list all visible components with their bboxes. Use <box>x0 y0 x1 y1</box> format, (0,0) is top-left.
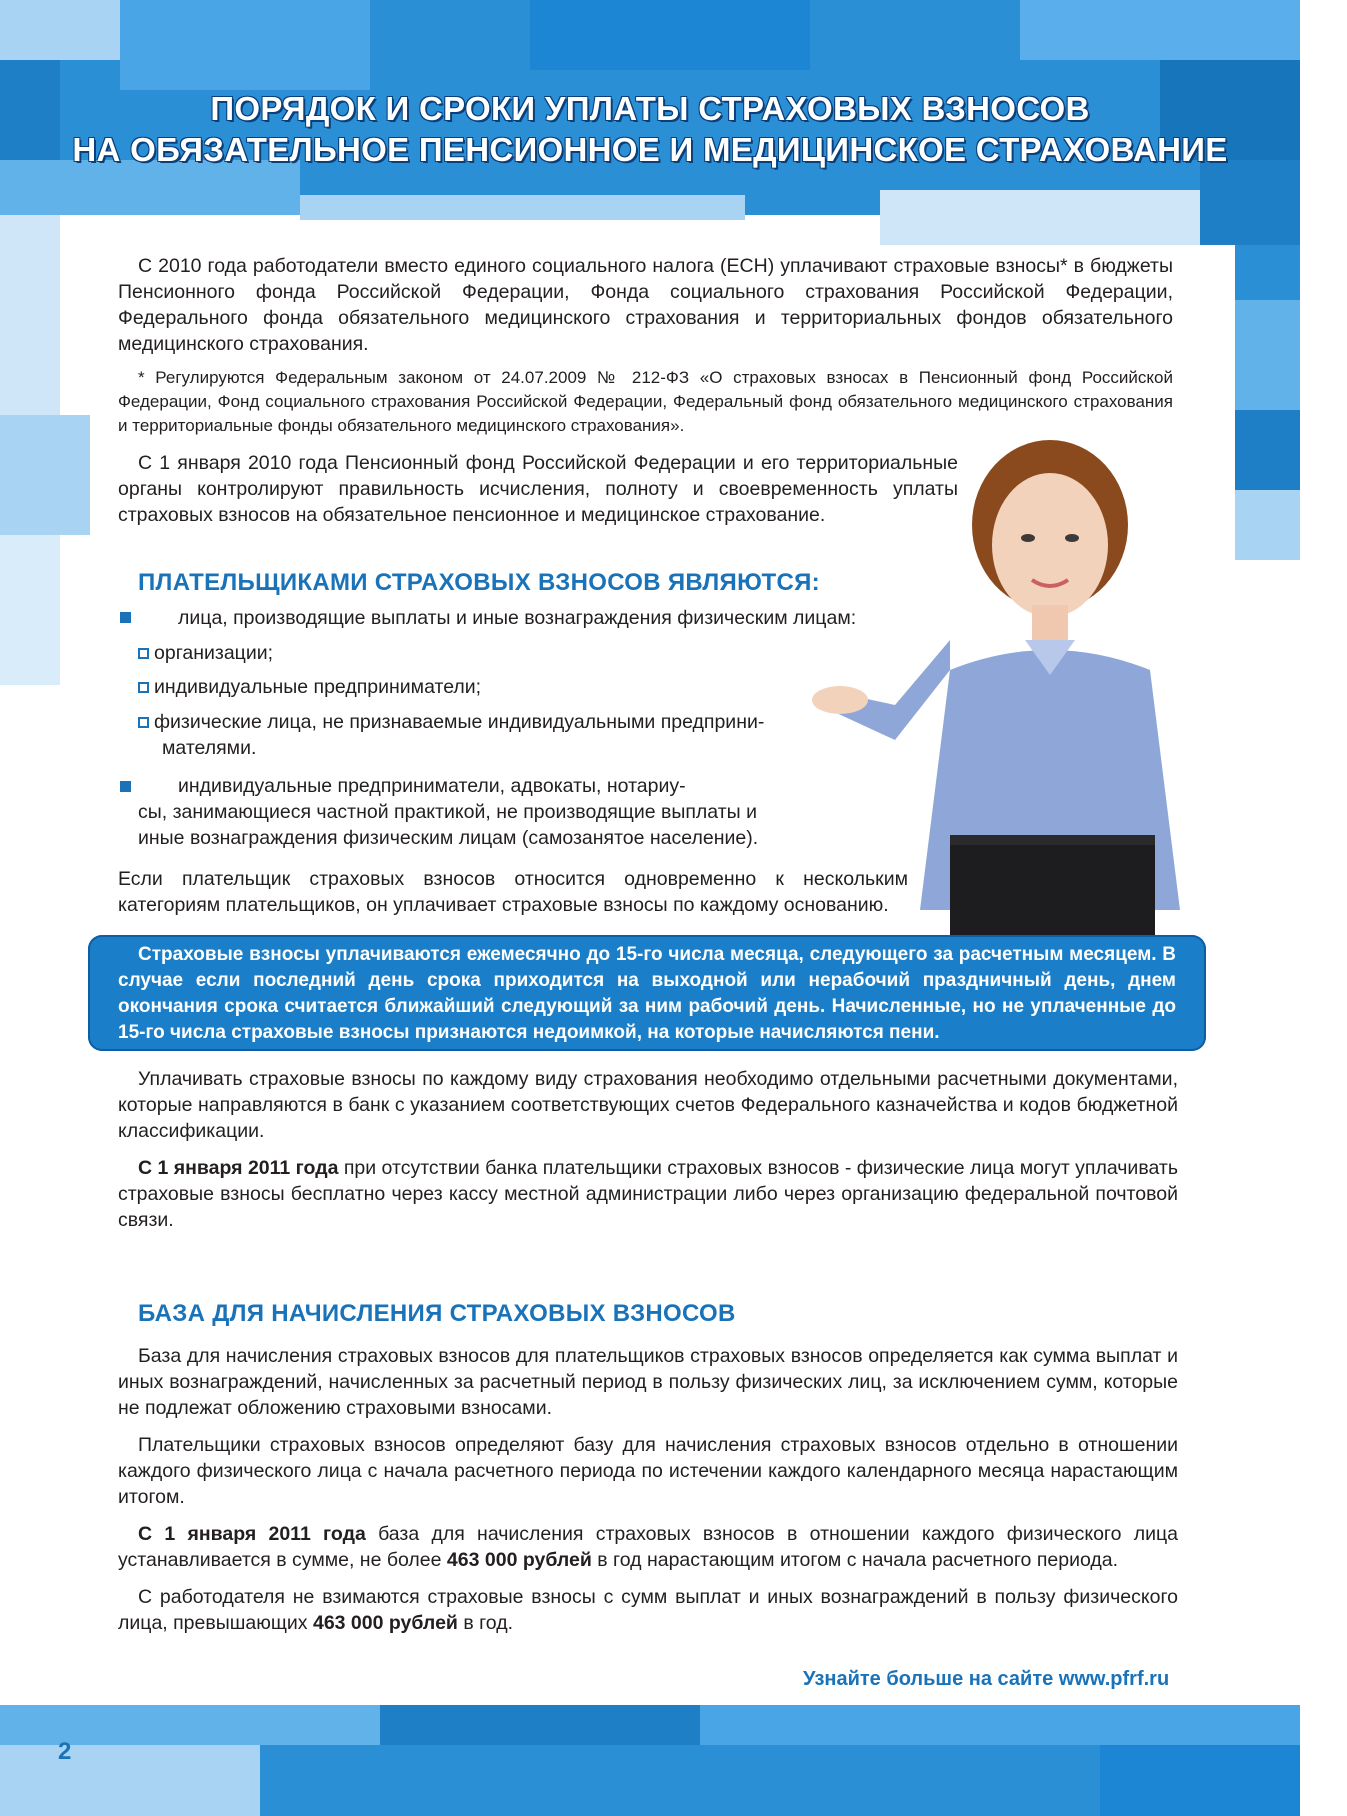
base-paragraph-4-end: в год. <box>457 1612 513 1634</box>
base-paragraph-4 <box>118 1584 1178 1636</box>
base-paragraph-2: Плательщики страховых взносов определяют базу для начисления страховых взносов отдельно в отношении каждого физического лица с начала расчетного периода по истечении каждого календарного месяца нарастающим итогом. <box>118 1434 1178 1508</box>
payers-sub3-line1: физические лица, не признаваемые индивидуальными предприни- <box>154 711 765 733</box>
payers-item2-line1: индивидуальные предприниматели, адвокаты, нотариу- <box>178 775 686 797</box>
payers-note-block <box>118 866 908 918</box>
title-line-1: ПОРЯДОК И СРОКИ УПЛАТЫ СТРАХОВЫХ ВЗНОСОВ <box>210 90 1090 127</box>
payers-item2-line3: иные вознаграждения физическим лицам (самозанятое население). <box>138 827 759 849</box>
base-paragraph-3 <box>118 1521 1178 1573</box>
payers-subitem-individuals <box>138 709 798 761</box>
deadline-callout <box>88 935 1206 1051</box>
base-date-emphasis: С 1 января 2011 года <box>138 1523 366 1545</box>
payment-date-emphasis: С 1 января 2011 года <box>138 1157 339 1179</box>
checkbox-square-icon <box>138 682 149 693</box>
payers-sub1-text: организации; <box>154 642 274 664</box>
intro-paragraph-2-block <box>118 450 958 528</box>
page-title <box>0 88 1300 170</box>
base-paragraph-3-end: в год нарастающим итогом с начала расчетного периода. <box>591 1549 1119 1571</box>
website-link[interactable]: Узнайте больше на сайте www.pfrf.ru <box>803 1668 1170 1690</box>
payment-section <box>118 1066 1178 1233</box>
bullet-square-2 <box>120 781 131 792</box>
base-section <box>118 1343 1178 1636</box>
base-paragraph-1: База для начисления страховых взносов для плательщиков страховых взносов определяется как сумма выплат и иных вознаграждений, начисленных за расчетный период в пользу физических лиц, за исключением сумм, которые не подлежат обложению страховыми взносами. <box>118 1345 1178 1419</box>
base-paragraph-4-start: С работодателя не взимаются страховые взносы с сумм выплат и иных вознаграждений в пользу физического лица, превышающих <box>118 1586 1178 1634</box>
payers-heading: ПЛАТЕЛЬЩИКАМИ СТРАХОВЫХ ВЗНОСОВ ЯВЛЯЮТСЯ: <box>138 569 820 596</box>
payment-paragraph-2 <box>118 1155 1178 1233</box>
checkbox-square-icon <box>138 717 149 728</box>
payers-item2-line2: сы, занимающиеся частной практикой, не производящие выплаты и <box>138 801 757 823</box>
callout-text: Страховые взносы уплачиваются ежемесячно до 15-го числа месяца, следующего за расчетным месяцем. В случае если последний день срока приходится на выходной или нерабочий праздничный день, днем окончания срока считается ближайший следующий за ним рабочий день. Начисленные, но не уплаченные до 15-го числа страховые взносы признаются недоимкой, на которые начисляются пени. <box>118 944 1176 1043</box>
base-amount-emphasis-2: 463 000 рублей <box>312 1612 458 1634</box>
intro-section <box>118 253 1173 438</box>
base-paragraph-3-mid: база для начисления страховых взносов в отношении каждого физического лица устанавливается в сумме, не более <box>118 1523 1178 1571</box>
payment-paragraph-2-text: при отсутствии банка плательщики страховых взносов - физические лица могут уплачивать страховые взносы бесплатно через кассу местной администрации либо через организацию федеральной почтовой связи. <box>118 1157 1178 1231</box>
bullet-square-1 <box>120 612 131 623</box>
payers-subitem-organizations <box>138 640 838 666</box>
intro-paragraph-1: С 2010 года работодатели вместо единого социального налога (ЕСН) уплачивают страховые взносы* в бюджеты Пенсионного фонда Российской Федерации, Фонда социального страхования Российской Федерации, Федерального фонда обязательного медицинского страхования и территориальных фондов обязательного медицинского страхования. <box>118 255 1173 355</box>
intro-paragraph-2: С 1 января 2010 года Пенсионный фонд Российской Федерации и его территориальные органы контролируют правильность исчисления, полноту и своевременность уплаты страховых взносов на обязательное пенсионное и медицинское страхование. <box>118 452 958 526</box>
checkbox-square-icon <box>138 648 149 659</box>
base-amount-emphasis: 463 000 рублей <box>446 1549 592 1571</box>
payers-note: Если плательщик страховых взносов относится одновременно к нескольким категориям плательщиков, он уплачивает страховые взносы по каждому основанию. <box>118 868 908 916</box>
payers-item-1: лица, производящие выплаты и иные вознаграждения физическим лицам: <box>178 607 857 629</box>
payers-sub2-text: индивидуальные предприниматели; <box>154 676 482 698</box>
base-heading: БАЗА ДЛЯ НАЧИСЛЕНИЯ СТРАХОВЫХ ВЗНОСОВ <box>138 1300 736 1327</box>
payers-subitem-entrepreneurs <box>138 674 838 700</box>
payers-item-2 <box>138 773 798 851</box>
title-line-2: НА ОБЯЗАТЕЛЬНОЕ ПЕНСИОННОЕ И МЕДИЦИНСКОЕ СТРАХОВАНИЕ <box>72 131 1228 168</box>
page-number: 2 <box>58 1738 72 1765</box>
payment-paragraph-1: Уплачивать страховые взносы по каждому виду страхования необходимо отдельными расчетными документами, которые направляются в банк с указанием соответствующих счетов Федерального казначейства и кодов бюджетной классификации. <box>118 1068 1178 1142</box>
intro-footnote: * Регулируются Федеральным законом от 24.07.2009 № 212-ФЗ «О страховых взносах в Пенсионный фонд Российской Федерации, Фонд социального страхования Российской Федерации, Федеральный фонд обязательного медицинского страхования и территориальные фонды обязательного медицинского страхования». <box>118 368 1173 435</box>
payers-sub3-line2: мателями. <box>162 737 257 759</box>
